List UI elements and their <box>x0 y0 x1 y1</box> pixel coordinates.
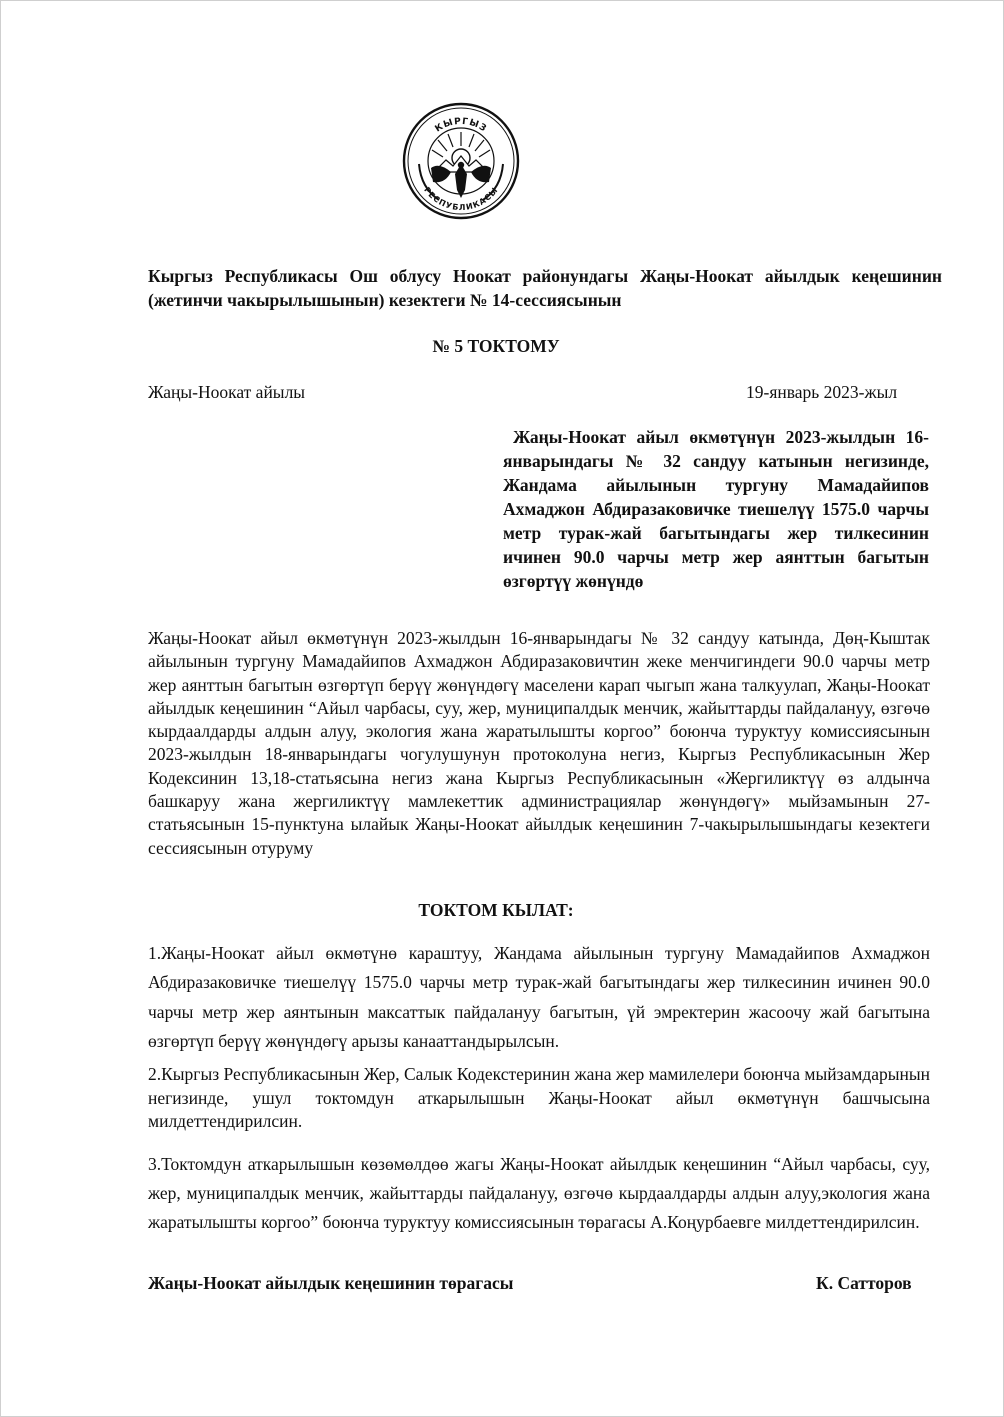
emblem-bottom-text: РЕСПУБЛИКАСЫ <box>422 185 500 213</box>
state-emblem-icon <box>401 102 521 220</box>
emblem-top-text: КЫРГЫЗ <box>433 116 489 135</box>
svg-text:КЫРГЫЗ <box>434 117 489 135</box>
document-place: Жаңы-Ноокат айылы <box>148 382 306 402</box>
document-title: № 5 ТОКТОМУ <box>432 336 560 356</box>
issuer-header: Кыргыз Республикасы Ош облусу Ноокат районундагы Жаңы-Ноокат айылдык кеңешинин (жетинчи чакырылышынын) кезектеги № 14-сессиясынын <box>148 266 942 310</box>
document-summary: Жаңы-Ноокат айыл өкмөтүнүн 2023-жылдын 16-январындагы № 32 сандуу катынын негизинде, Жандама айылынын тургуну Мамадайипов Ахмаджон Абдиразаковичке тиешелүү 1575.0 чарчы метр турак-жай багытындагы жер тилкесинин ичинен 90.0 чарчы метр жер аянттын багытын өзгөртүү жөнүндө <box>503 427 929 591</box>
document-date: 19-январь 2023-жыл <box>746 382 898 402</box>
resolution-item-2: 2.Кыргыз Республикасынын Жер, Салык Кодекстеринин жана жер мамилелери боюнча мыйзамдарынын негизинде, ушул токтомдун аткарылышын Жаңы-Ноокат айыл өкмөтүнүн башчысына милдеттендирилсин. <box>148 1064 930 1131</box>
resolution-item-3: 3.Токтомдун аткарылышын көзөмөлдөө жагы Жаңы-Ноокат айылдык кеңешинин “Айыл чарбасы, суу, жер, муниципалдык менчик, жайыттарды пайдалануу, өзгөчө кырдаалдарды алдын алуу,экология жана жаратылышты коргоо” боюнча туруктуу комиссиясынын төрагасы А.Коңурбаевге милдеттендирилсин. <box>148 1154 930 1232</box>
resolution-item-1: 1.Жаңы-Ноокат айыл өкмөтүнө караштуу, Жандама айылынын тургуну Мамадайипов Ахмаджон Абдиразаковичке тиешелүү 1575.0 чарчы метр турак-жай багытындагы жер тилкесинин ичинен 90.0 чарчы метр жер аянтынын максаттык пайдалануу багытын, үй эмректерин жасоочу жай багытына өзгөртүп берүү жөнүндөгү арызы канааттандырылсын. <box>148 943 930 1051</box>
preamble-paragraph: Жаңы-Ноокат айыл өкмөтүнүн 2023-жылдын 16-январындагы № 32 сандуу катында, Дөң-Кыштак айылынын тургуну Мамадайипов Ахмаджон Абдиразаковичтин жеке менчигиндеги 90.0 чарчы метр жер аянттын багытын өзгөртүп берүү жөнүндөгү маселени карап чыгып жана талкуулап, Жаңы-Ноокат айылдык кеңешинин “Айыл чарбасы, суу, жер, муниципалдык менчик, жайыттарды пайдалануу, өзгөчө кырдаалдарды алдын алуу, экология жана жаратылышты коргоо” боюнча туруктуу комиссиясынын 2023-жылдын 18-январындагы чогулушунун протоколуна негиз, Кыргыз Республикасынын Жер Кодексинин 13,18-статьясына негиз жана Кыргыз Республикасынын «Жергиликтүү өз алдынча башкаруу жана жергиликтүү мамлекеттик администрациялар жөнүндөгү» мыйзамынын 27-статьясынын 15-пунктуна ылайык Жаңы-Ноокат айылдык кеңешинин 7-чакырылышындагы кезектеги сессиясынын отуруму <box>148 628 930 858</box>
resolution-heading: ТОКТОМ КЫЛАТ: <box>418 900 574 920</box>
signatory-title: Жаңы-Ноокат айылдык кеңешинин төрагасы <box>148 1273 514 1293</box>
signatory-name: К. Сатторов <box>816 1273 912 1293</box>
